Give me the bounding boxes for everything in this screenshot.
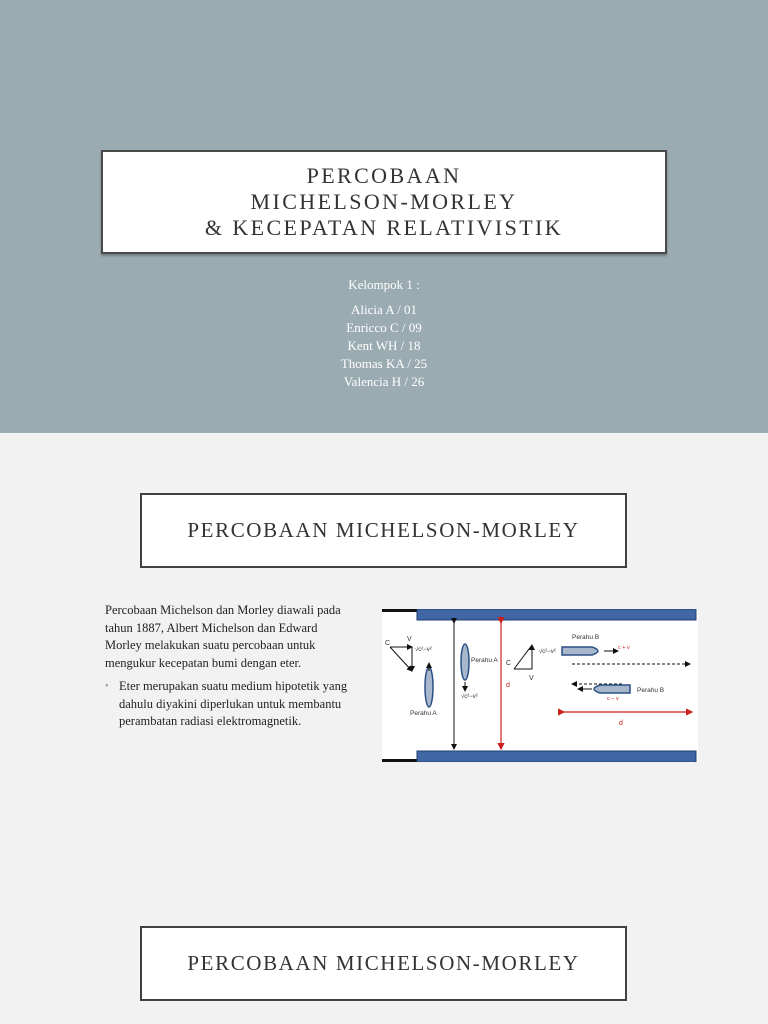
river-bank-top (417, 609, 696, 620)
label-c: C (385, 640, 391, 647)
boat-a-middle (461, 644, 469, 680)
group-label: Kelompok 1 : (348, 277, 420, 292)
label-v-2: V (529, 675, 534, 682)
label-sqrt-mid: √c²−v² (461, 694, 478, 700)
label-sqrt-right: √c²−v² (539, 649, 556, 655)
section-title-box (140, 493, 627, 568)
boat-b-bottom (594, 685, 630, 693)
member-item: Alicia A / 01 (350, 302, 418, 317)
label-boat-a: Perahu A (410, 710, 437, 717)
triangle2-hyp (514, 645, 532, 669)
label-c-2: C (506, 660, 512, 667)
edge-bottom-left (382, 759, 417, 762)
river-bank-bottom (417, 751, 696, 762)
member-item: Valencia H / 26 (343, 374, 425, 389)
section-title-box-2 (140, 926, 627, 1001)
bullet-icon: • (105, 681, 109, 692)
label-sqrt-left: √c²−v² (415, 647, 432, 653)
title-line-3: & KECEPATAN RELATIVISTIK (204, 215, 564, 240)
title-slide (0, 0, 768, 433)
diagram-svg (382, 609, 698, 762)
label-boat-a-mid: Perahu A (471, 657, 498, 664)
label-d-horizontal: d (619, 720, 623, 727)
title-box (101, 150, 667, 254)
section-title-2: PERCOBAAN MICHELSON-MORLEY (187, 951, 580, 975)
bullet-item (105, 678, 355, 731)
triangle-c-arrow (390, 647, 412, 671)
body-text (105, 602, 355, 731)
label-boat-b-bottom: Perahu B (637, 687, 665, 694)
member-item: Thomas KA / 25 (340, 356, 428, 371)
title-line-2: MICHELSON-MORLEY (250, 189, 518, 214)
boat-a-left (425, 667, 433, 707)
edge-top-left (382, 609, 417, 612)
section-title: PERCOBAAN MICHELSON-MORLEY (187, 518, 580, 542)
member-list (0, 276, 768, 391)
river-boat-diagram (382, 609, 698, 762)
bullet-text: Eter merupakan suatu medium hipotetik yang dahulu diyakini diperlukan untuk membantu perambatan radiasi elektromagnetik. (119, 679, 348, 728)
intro-paragraph: Percobaan Michelson dan Morley diawali pada tahun 1887, Albert Michelson dan Edward Morley melakukan suatu percobaan untuk mengukur kecepatan bumi dengan eter. (105, 603, 341, 670)
label-v: V (407, 636, 412, 643)
label-d-vertical: d (506, 682, 510, 689)
label-c-plus-v: c + v (618, 645, 630, 651)
label-boat-b-top: Perahu B (572, 634, 600, 641)
member-item: Kent WH / 18 (347, 338, 421, 353)
label-c-minus-v: c − v (607, 696, 619, 702)
boat-b-top (562, 647, 598, 655)
title-line-1: PERCOBAAN (306, 163, 462, 188)
member-item: Enricco C / 09 (346, 320, 422, 335)
